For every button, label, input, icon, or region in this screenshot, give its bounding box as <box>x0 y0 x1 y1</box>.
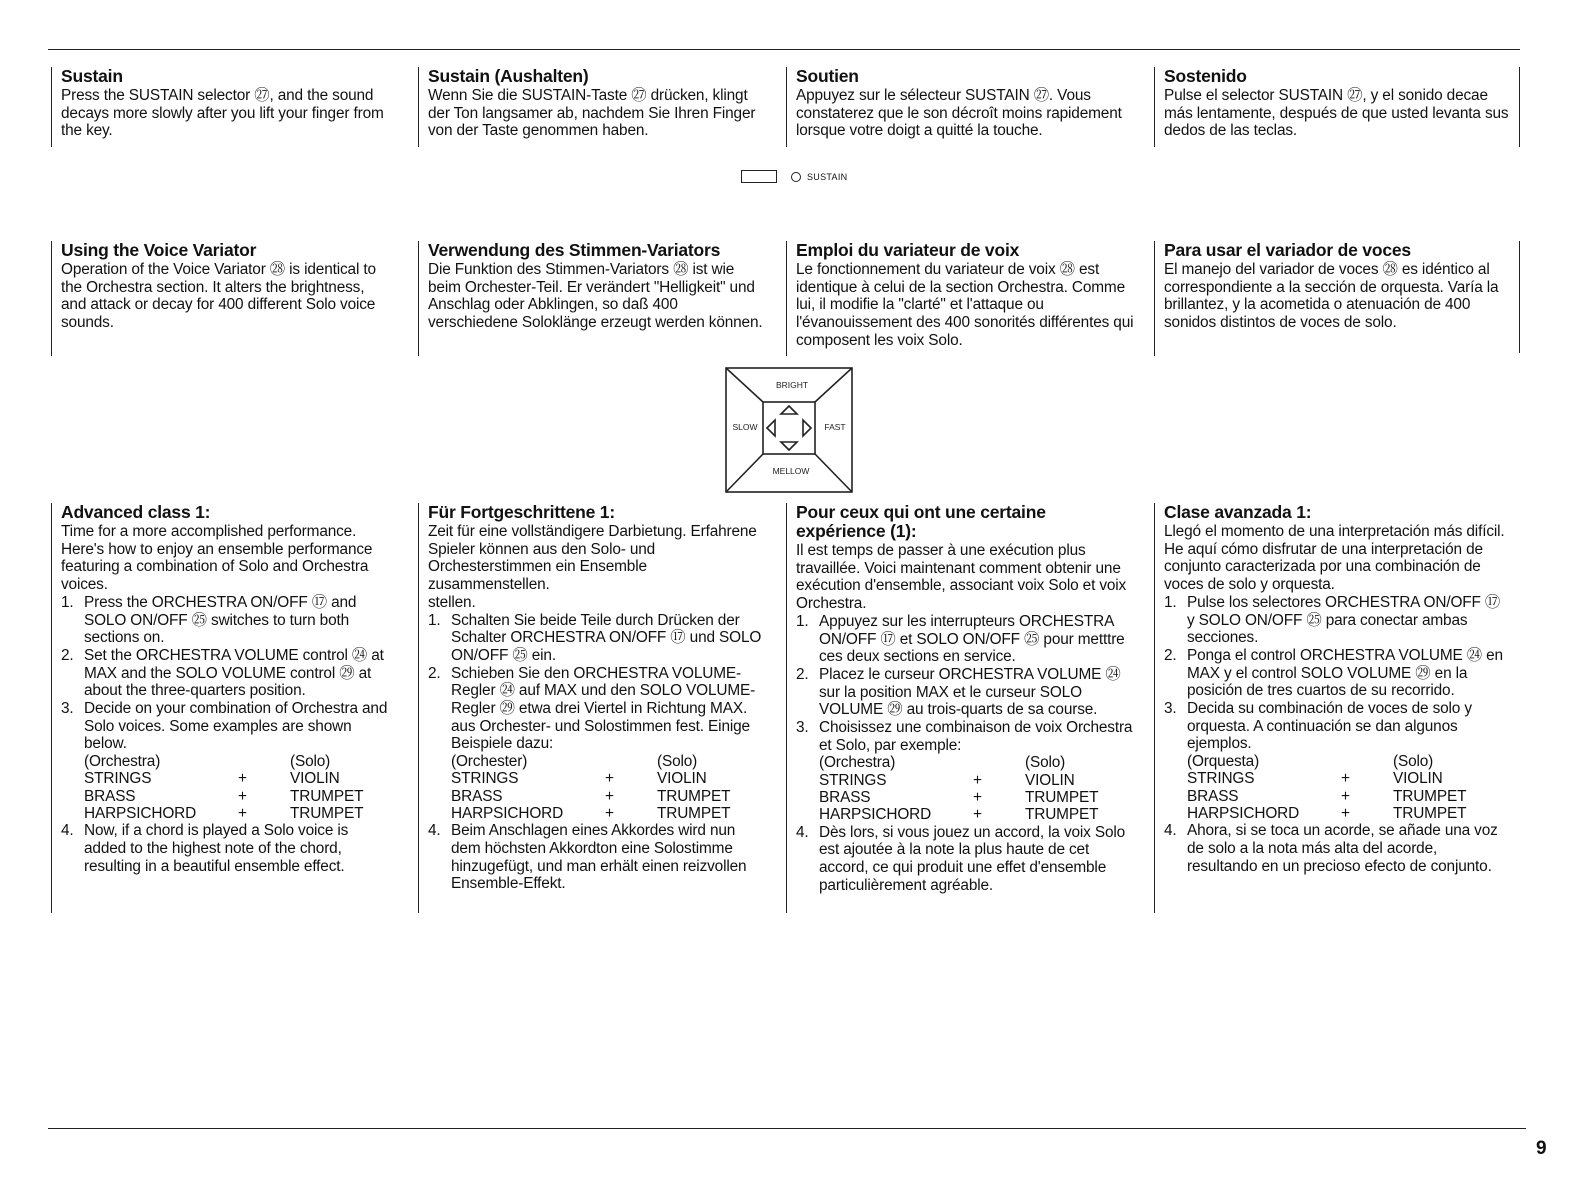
example-cell: STRINGS <box>1187 770 1255 788</box>
list-item <box>428 612 766 665</box>
step-number: 2. <box>428 664 441 682</box>
voice-example-table <box>1187 753 1510 822</box>
list-item <box>1164 822 1510 875</box>
column-text: Le fonctionnement du variateur de voix ㉘ est identique à celui de la section Orchestra. Comme lui, il modifie la "clarté" et l'attaque ou l'évanouissement des 400 sonorités différentes qui composent les voix Solo. <box>796 261 1134 349</box>
step-number: 2. <box>796 665 809 683</box>
sustain-button-icon <box>741 170 777 183</box>
step-text: Beim Anschlagen eines Akkordes wird nun dem höchsten Akkordton eine Solostimme hinzugefügt, und man erhält einen reizvollen Ensemble-Effekt. <box>451 822 747 893</box>
page-number: 9 <box>1536 1138 1547 1159</box>
voice-variator-diagram <box>724 366 854 494</box>
example-cell: VIOLIN <box>657 770 707 788</box>
example-cell: HARPSICHORD <box>84 805 197 823</box>
advanced-column-french <box>786 503 1136 913</box>
list-item <box>796 666 1136 719</box>
column-title: Sustain (Aushalten) <box>428 66 589 86</box>
step-text: Dès lors, si vous jouez un accord, la voix Solo est ajoutée à la note la plus haute de cet accord, ce qui produit une effet d'ensemble particulièrement agréable. <box>819 823 1126 894</box>
example-header: (Orchestra) <box>819 754 896 772</box>
example-cell: + <box>605 787 614 805</box>
right-arrow-icon <box>803 420 811 436</box>
example-cell: HARPSICHORD <box>451 805 564 823</box>
list-item <box>1164 594 1510 647</box>
example-cell: + <box>973 806 982 824</box>
sustain-indicator <box>741 170 847 183</box>
list-item <box>61 647 393 700</box>
step-number: 4. <box>1164 822 1177 840</box>
step-text: Decide on your combination of Orchestra and Solo voices. Some examples are shown below. <box>84 700 388 753</box>
example-cell: BRASS <box>819 789 871 807</box>
example-header: (Solo) <box>1025 754 1066 772</box>
example-cell: STRINGS <box>451 770 519 788</box>
column-edge <box>1519 241 1520 353</box>
example-cell: BRASS <box>1187 787 1239 805</box>
step-text: Appuyez sur les interrupteurs ORCHESTRA ON/OFF ⑰ et SOLO ON/OFF ㉕ pour metttre ces deux sections en service. <box>819 612 1125 666</box>
example-cell: + <box>605 805 614 823</box>
example-cell: + <box>1341 787 1350 805</box>
example-cell: TRUMPET <box>657 787 731 805</box>
sustain-label: SUSTAIN <box>807 171 848 182</box>
diagram-center-square <box>763 402 815 454</box>
example-header: (Orchester) <box>451 753 528 771</box>
sustain-column-german <box>418 67 766 147</box>
voice-example-table <box>84 753 393 822</box>
list-item <box>428 665 766 823</box>
bottom-rule <box>48 1128 1526 1129</box>
step-text: Pulse los selectores ORCHESTRA ON/OFF ⑰ y SOLO ON/OFF ㉕ para conectar ambas secciones. <box>1187 593 1501 647</box>
list-item <box>796 824 1136 895</box>
example-cell: VIOLIN <box>290 770 340 788</box>
column-title: Emploi du variateur de voix <box>796 240 1020 260</box>
column-text: Operation of the Voice Variator ㉘ is identical to the Orchestra section. It alters the brightness, and attack or decay for 400 different Solo voice sounds. <box>61 261 376 332</box>
list-item <box>1164 700 1510 822</box>
mellow-label: MELLOW <box>772 466 810 476</box>
list-item <box>796 719 1136 824</box>
step-number: 2. <box>61 646 74 664</box>
example-cell: + <box>1341 805 1350 823</box>
sustain-column-french <box>786 67 1136 147</box>
step-text-continued: aus Orchester- und Solostimmen fest. Einige Beispiele dazu: <box>451 717 750 753</box>
column-intro: Time for a more accomplished performance. Here's how to enjoy an ensemble performance featuring a combination of Solo and Orchestra voices. <box>61 523 373 594</box>
up-arrow-icon <box>781 406 797 414</box>
step-text: Ahora, si se toca un acorde, se añade una voz de solo a la nota más alta del acorde, resultando en un precioso efecto de conjunto. <box>1187 822 1498 875</box>
list-item <box>61 700 393 822</box>
step-number: 1. <box>1164 593 1177 611</box>
step-text: Now, if a chord is played a Solo voice is added to the highest note of the chord, resulting in a beautiful ensemble effect. <box>84 822 349 875</box>
step-list <box>796 613 1136 895</box>
column-intro: Llegó el momento de una interpretación más difícil. He aquí cómo disfrutar de una interpretación de conjunto caracterizada por una combinación de voces de solo y orquesta. <box>1164 523 1505 594</box>
example-cell: HARPSICHORD <box>819 806 932 824</box>
variator-column-french <box>786 241 1136 356</box>
column-title: Für Fortgeschrittene 1: <box>428 502 615 522</box>
list-item <box>61 594 393 647</box>
step-text: Ponga el control ORCHESTRA VOLUME ㉔ en MAX y el control SOLO VOLUME ㉙ en la posición de tres cuartos de su recorrido. <box>1187 646 1503 700</box>
column-title: Para usar el variador de voces <box>1164 240 1411 260</box>
example-header: (Solo) <box>290 753 331 771</box>
column-text: El manejo del variador de voces ㉘ es idéntico al correspondiente a la sección de orquesta. Varía la brillantez, y la acometida o atenuación de 400 sonidos distintos de voces de solo. <box>1164 261 1499 332</box>
example-cell: TRUMPET <box>1025 789 1099 807</box>
list-item <box>61 822 393 875</box>
step-number: 1. <box>428 611 441 629</box>
column-text: Die Funktion des Stimmen-Variators ㉘ ist wie beim Orchester-Teil. Er verändert "Helligkeit" und Anschlag oder Abklingen, so daß 400 verschiedene Soloklänge erzeugt werden können. <box>428 261 763 332</box>
example-cell: + <box>973 771 982 789</box>
step-number: 4. <box>61 822 74 840</box>
example-cell: + <box>973 789 982 807</box>
example-header: (Orchestra) <box>84 753 161 771</box>
example-header: (Solo) <box>1393 753 1434 771</box>
step-number: 3. <box>61 700 74 718</box>
column-title: Pour ceux qui ont une certaine expérience (1): <box>796 502 1046 541</box>
column-text: Press the SUSTAIN selector ㉗, and the sound decays more slowly after you lift your finger from the key. <box>61 87 384 140</box>
step-number: 2. <box>1164 646 1177 664</box>
example-cell: HARPSICHORD <box>1187 805 1300 823</box>
sustain-column-english <box>51 67 393 147</box>
step-list <box>1164 594 1510 876</box>
variator-column-english <box>51 241 393 356</box>
step-text: Press the ORCHESTRA ON/OFF ⑰ and SOLO ON/OFF ㉕ switches to turn both sections on. <box>84 593 357 647</box>
column-intro: Il est temps de passer à une exécution plus travaillée. Voici maintenant comment obtenir une exécution d'ensemble, associant voix Solo et voix Orchestra. <box>796 542 1127 613</box>
example-cell: + <box>238 787 247 805</box>
example-cell: BRASS <box>451 787 503 805</box>
column-title: Using the Voice Variator <box>61 240 257 260</box>
step-list <box>61 594 393 876</box>
example-cell: VIOLIN <box>1025 771 1075 789</box>
step-text: Set the ORCHESTRA VOLUME control ㉔ at MAX and the SOLO VOLUME control ㉙ at about the three-quarters position. <box>84 646 384 700</box>
example-header: (Orquesta) <box>1187 753 1260 771</box>
list-item <box>1164 647 1510 700</box>
step-number: 1. <box>61 593 74 611</box>
variator-column-spanish <box>1154 241 1510 356</box>
column-text: Wenn Sie die SUSTAIN-Taste ㉗ drücken, klingt der Ton langsamer ab, nachdem Sie Ihren Finger von der Taste genommen haben. <box>428 87 756 140</box>
example-cell: VIOLIN <box>1393 770 1443 788</box>
column-title: Sustain <box>61 66 123 86</box>
column-title: Soutien <box>796 66 859 86</box>
step-text: Placez le curseur ORCHESTRA VOLUME ㉔ sur la position MAX et le curseur SOLO VOLUME ㉙ au trois-quarts de sa course. <box>819 665 1121 719</box>
top-rule <box>48 49 1520 50</box>
example-cell: + <box>1341 770 1350 788</box>
example-cell: TRUMPET <box>657 805 731 823</box>
down-arrow-icon <box>781 442 797 450</box>
step-list <box>428 612 766 894</box>
example-cell: + <box>238 805 247 823</box>
example-cell: + <box>238 770 247 788</box>
sustain-led-icon <box>791 172 801 182</box>
example-cell: TRUMPET <box>1393 805 1467 823</box>
example-cell: STRINGS <box>84 770 152 788</box>
example-cell: + <box>605 770 614 788</box>
step-number: 1. <box>796 612 809 630</box>
step-number: 4. <box>428 822 441 840</box>
column-intro: Zeit für eine vollständigere Darbietung. Erfahrene Spieler können aus den Solo- und Orchesterstimmen ein Ensemble zusammenstellen. <box>428 523 757 594</box>
step-text: Schalten Sie beide Teile durch Drücken der Schalter ORCHESTRA ON/OFF ⑰ und SOLO ON/OFF ㉕ ein. <box>451 611 762 664</box>
step-number: 4. <box>796 823 809 841</box>
bright-label: BRIGHT <box>775 380 809 390</box>
example-header: (Solo) <box>657 753 698 771</box>
left-arrow-icon <box>767 420 775 436</box>
column-title: Sostenido <box>1164 66 1247 86</box>
sustain-column-spanish <box>1154 67 1510 147</box>
slow-label: SLOW <box>732 422 758 432</box>
advanced-column-spanish <box>1154 503 1510 913</box>
advanced-column-english <box>51 503 393 913</box>
example-cell: BRASS <box>84 787 136 805</box>
column-text: Appuyez sur le sélecteur SUSTAIN ㉗. Vous constaterez que le son décroît moins rapidement lorsque votre doigt a quitté la touche. <box>796 87 1122 140</box>
column-intro-continued: stellen. <box>428 593 476 611</box>
column-title: Clase avanzada 1: <box>1164 502 1312 522</box>
example-cell: TRUMPET <box>290 805 364 823</box>
voice-example-table <box>819 754 1136 823</box>
advanced-column-german <box>418 503 766 913</box>
example-cell: STRINGS <box>819 771 887 789</box>
example-cell: TRUMPET <box>1025 806 1099 824</box>
step-text: Decida su combinación de voces de solo y orquesta. A continuación se dan algunos ejemplos. <box>1187 700 1472 753</box>
step-number: 3. <box>1164 700 1177 718</box>
column-text: Pulse el selector SUSTAIN ㉗, y el sonido decae más lentamente, después de que usted levanta sus dedos de las teclas. <box>1164 87 1509 140</box>
column-edge <box>1519 67 1520 147</box>
example-cell: TRUMPET <box>1393 787 1467 805</box>
voice-example-table <box>451 753 766 822</box>
step-number: 3. <box>796 719 809 737</box>
list-item <box>796 613 1136 666</box>
step-text: Choisissez une combinaison de voix Orchestra et Solo, par exemple: <box>819 719 1133 754</box>
step-text: Schieben Sie den ORCHESTRA VOLUME-Regler ㉔ auf MAX und den SOLO VOLUME-Regler ㉙ etwa drei Viertel in Richtung MAX. <box>451 664 756 718</box>
variator-column-german <box>418 241 766 356</box>
column-title: Advanced class 1: <box>61 502 211 522</box>
column-title: Verwendung des Stimmen-Variators <box>428 240 721 260</box>
fast-label: FAST <box>824 422 846 432</box>
list-item <box>428 822 766 893</box>
example-cell: TRUMPET <box>290 787 364 805</box>
